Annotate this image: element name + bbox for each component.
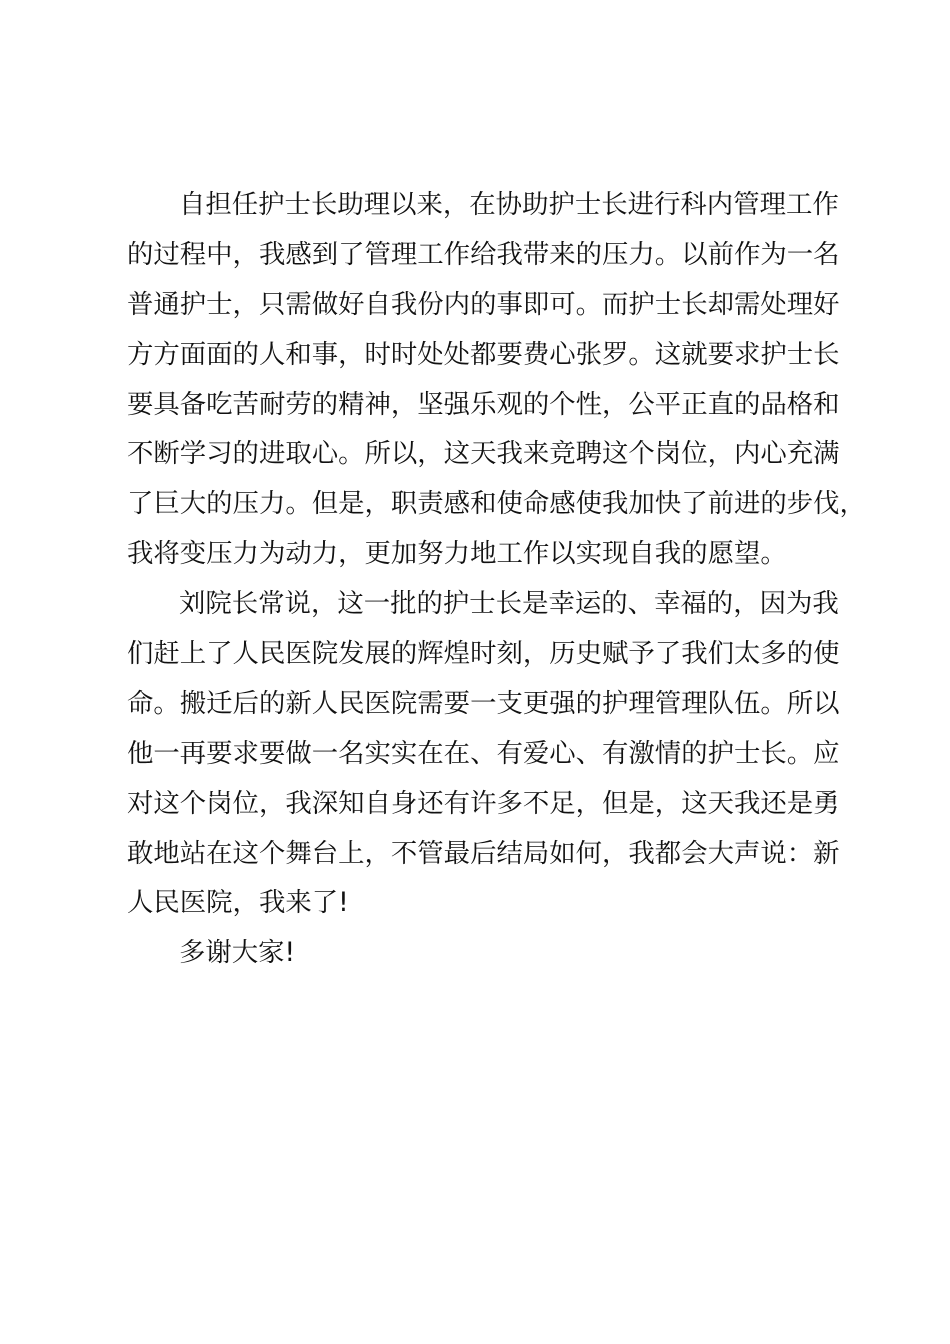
paragraph-2 bbox=[127, 579, 840, 928]
paragraph-line: 了巨大的压力。但是，职责感和使命感使我加快了前进的步伐， bbox=[127, 488, 866, 520]
paragraph-line: 自担任护士长助理以来，在协助护士长进行科内管理工作 bbox=[179, 189, 839, 220]
paragraph-line: 我将变压力为动力，更加努力地工作以实现自我的愿望。 bbox=[127, 538, 787, 570]
paragraph-line: 不断学习的进取心。所以，这天我来竞聘这个岗位，内心充满 bbox=[127, 438, 840, 470]
paragraph-line: 普通护士，只需做好自我份内的事即可。而护士长却需处理好 bbox=[127, 288, 840, 320]
paragraph-line: 要具备吃苦耐劳的精神，坚强乐观的个性，公平正直的品格和 bbox=[127, 388, 840, 420]
document-body bbox=[127, 180, 866, 978]
paragraph-3 bbox=[127, 928, 837, 978]
paragraph-line: 刘院长常说，这一批的护士长是幸运的、幸福的，因为我 bbox=[179, 588, 839, 620]
paragraph-line: 他一再要求要做一名实实在在、有爱心、有激情的护士长。应 bbox=[127, 737, 840, 769]
paragraph-1 bbox=[127, 180, 866, 579]
closing-line: 多谢大家! bbox=[179, 937, 296, 969]
paragraph-line: 对这个岗位，我深知自身还有许多不足，但是，这天我还是勇 bbox=[127, 787, 840, 819]
paragraph-line: 的过程中，我感到了管理工作给我带来的压力。以前作为一名 bbox=[127, 238, 840, 270]
paragraph-line: 们赶上了人民医院发展的辉煌时刻，历史赋予了我们太多的使 bbox=[127, 638, 840, 670]
paragraph-line: 人民医院，我来了! bbox=[127, 887, 349, 919]
paragraph-line: 方方面面的人和事，时时处处都要费心张罗。这就要求护士长 bbox=[127, 338, 840, 370]
paragraph-line: 敢地站在这个舞台上，不管最后结局如何，我都会大声说：新 bbox=[127, 837, 840, 869]
paragraph-line: 命。搬迁后的新人民医院需要一支更强的护理管理队伍。所以 bbox=[127, 687, 840, 719]
